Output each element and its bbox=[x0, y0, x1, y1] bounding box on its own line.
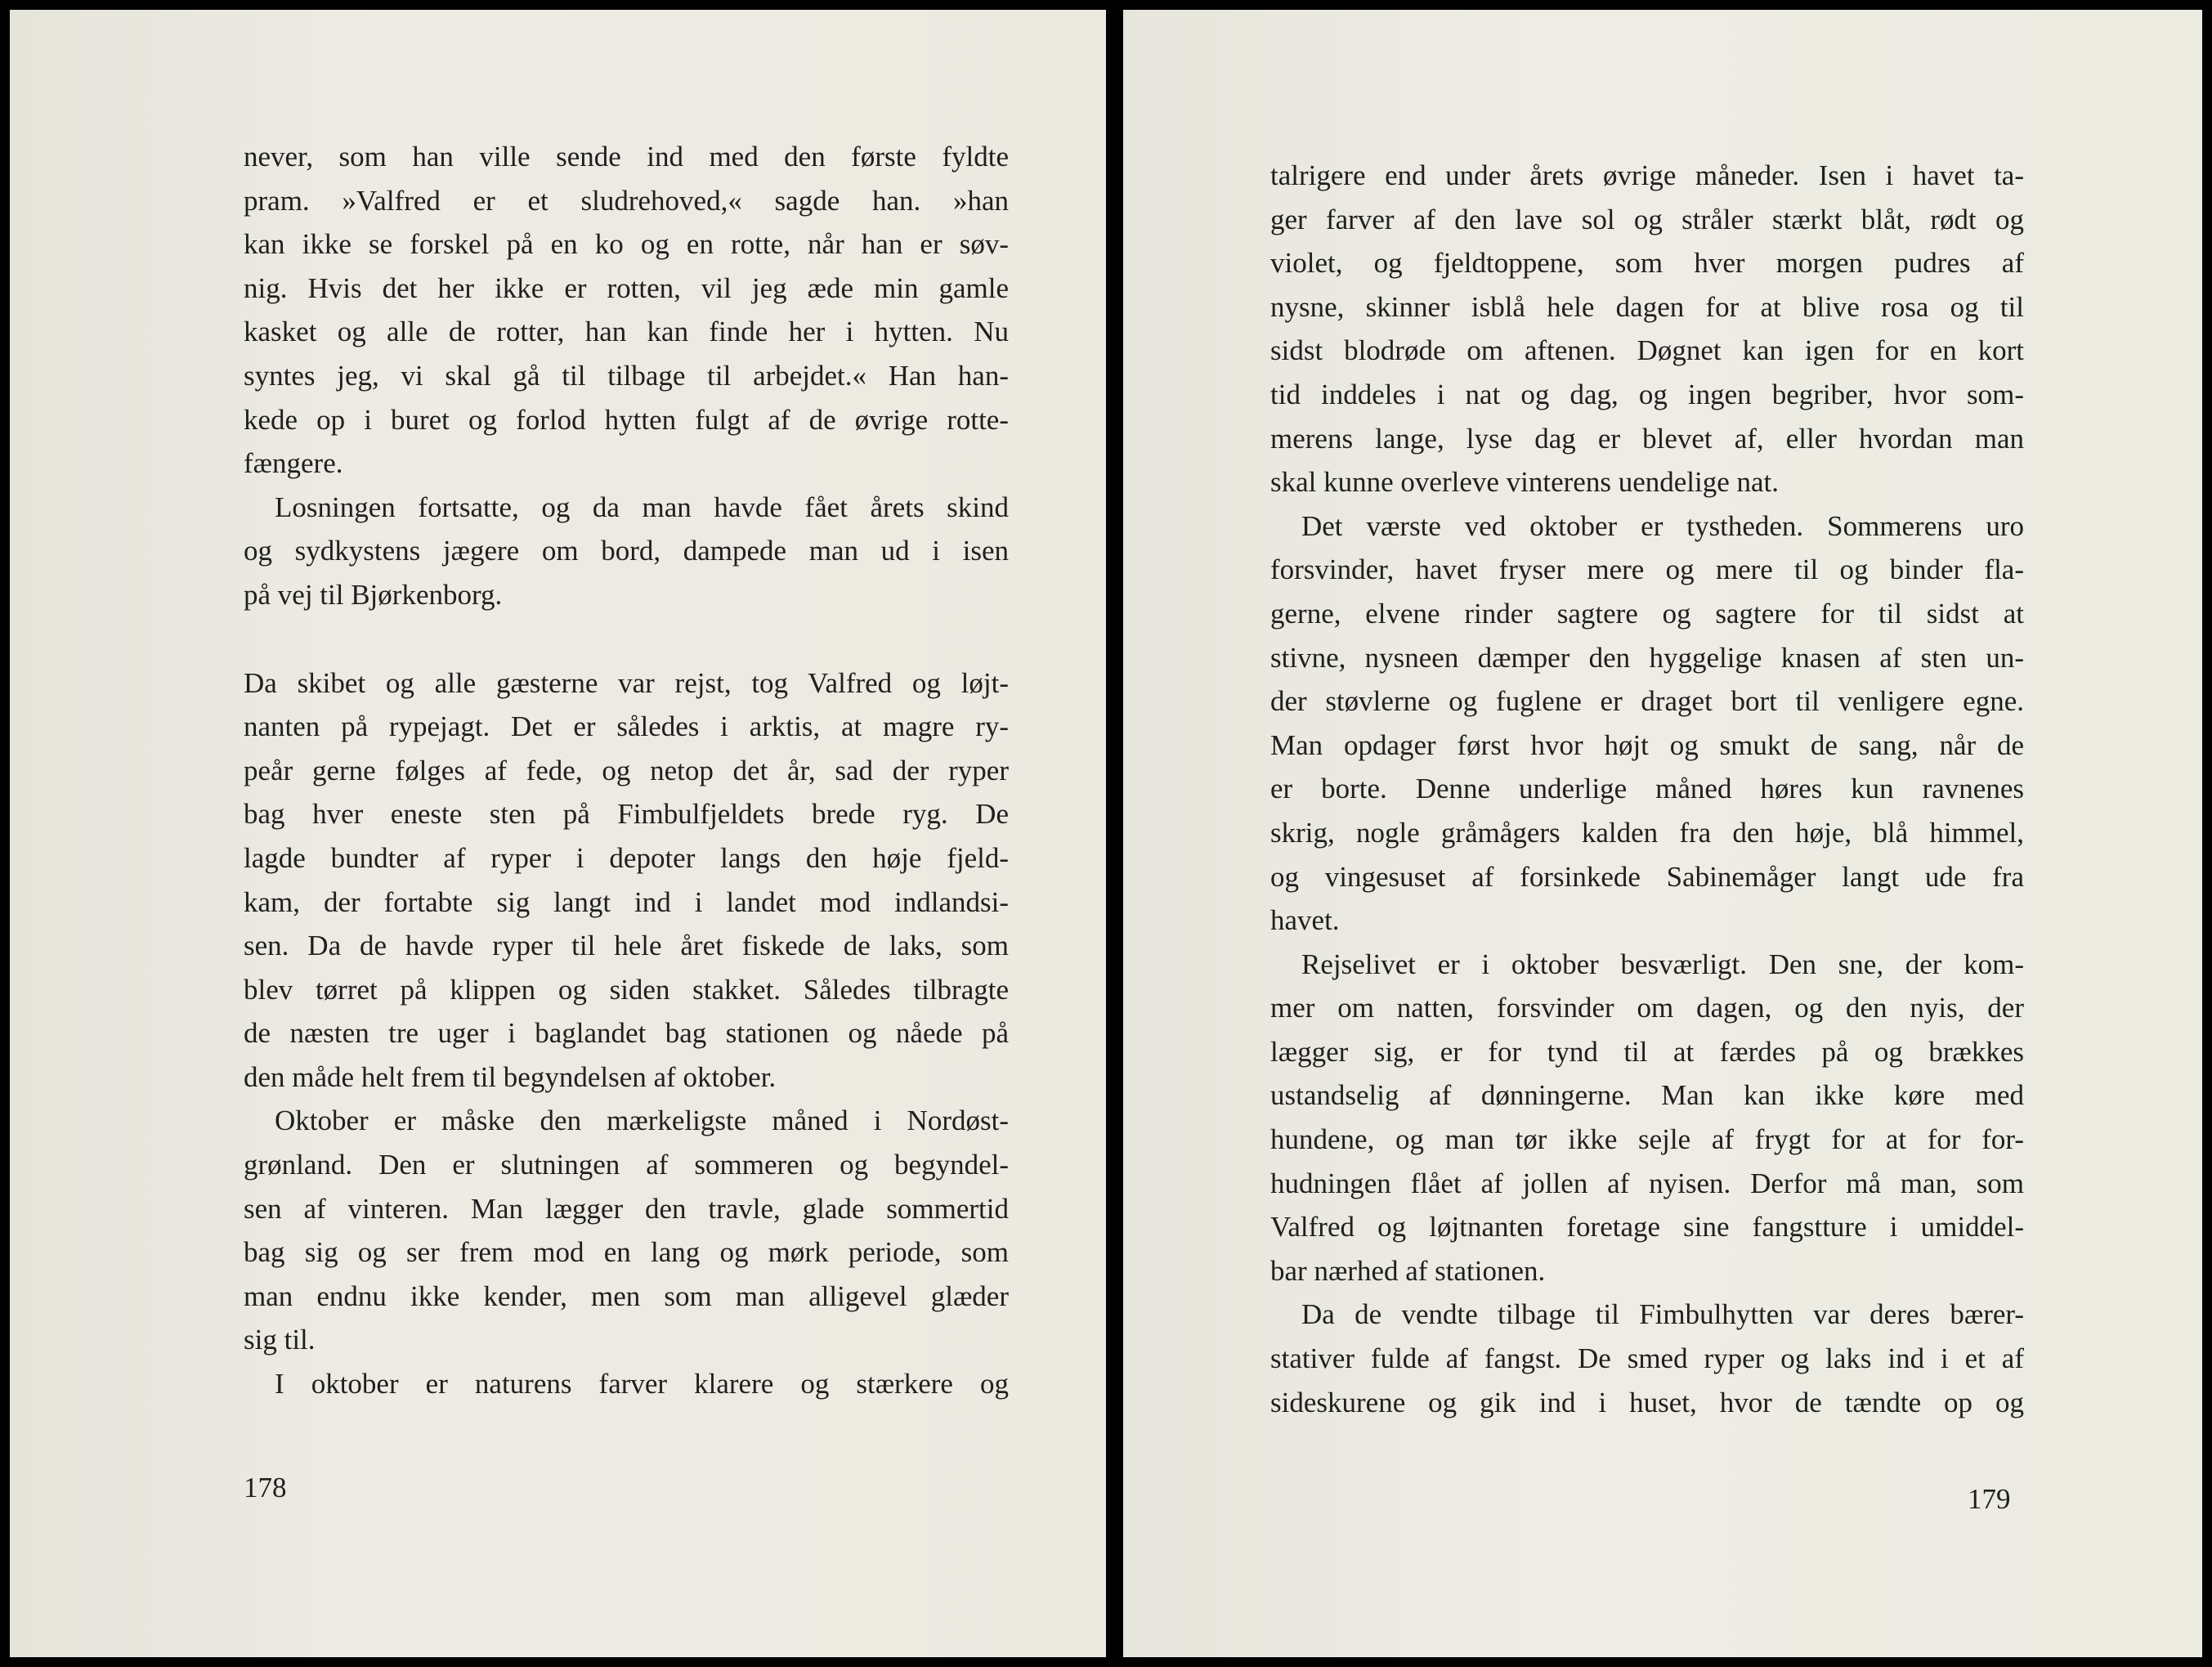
text-line: fængere. bbox=[244, 447, 343, 480]
left-book-page bbox=[10, 10, 1106, 1657]
text-line: Losningen fortsatte, og da man havde fået årets skind bbox=[275, 491, 1009, 523]
text-line: peår gerne følges af fede, og netop det år, sad der ryper bbox=[244, 754, 1009, 786]
text-line: man endnu ikke kender, men som man alligevel glæder bbox=[244, 1279, 1009, 1312]
text-line: Oktober er måske den mærkeligste måned i Nordøst- bbox=[275, 1105, 1009, 1137]
text-line: og sydkystens jægere om bord, dampede man ud i isen bbox=[244, 535, 1009, 567]
text-line: kan ikke se forskel på en ko og en rotte, når han er søv- bbox=[244, 228, 1009, 261]
page-number: 179 bbox=[1968, 1483, 2011, 1515]
text-line: sig til. bbox=[244, 1324, 316, 1356]
text-line: sen af vinteren. Man lægger den travle, glade sommertid bbox=[244, 1192, 1009, 1225]
text-line: sideskurene og gik ind i huset, hvor de tændte op og bbox=[1270, 1386, 2024, 1418]
text-line: Det værste ved oktober er tystheden. Sommerens uro bbox=[1301, 509, 2024, 542]
text-line: kasket og alle de rotter, han kan finde her i hytten. Nu bbox=[244, 316, 1009, 348]
section-break bbox=[244, 617, 1009, 661]
text-line: forsvinder, havet fryser mere og mere til og binder fla- bbox=[1270, 553, 2024, 586]
text-line: syntes jeg, vi skal gå til tilbage til arbejdet.« Han han- bbox=[244, 359, 1009, 392]
text-line: grønland. Den er slutningen af sommeren og begyndel- bbox=[244, 1149, 1009, 1181]
text-line: ustandselig af dønningerne. Man kan ikke køre med bbox=[1270, 1079, 2024, 1112]
text-line: blev tørret på klippen og siden stakket. Således tilbragte bbox=[244, 973, 1009, 1006]
text-line: nanten på rypejagt. Det er således i arktis, at magre ry- bbox=[244, 710, 1009, 743]
text-line: bar nærhed af stationen. bbox=[1270, 1254, 1546, 1287]
text-line: ger farver af den lave sol og stråler stærkt blåt, rødt og bbox=[1270, 203, 2024, 235]
text-line: lægger sig, er for tynd til at færdes på og brækkes bbox=[1270, 1035, 2024, 1068]
right-book-page bbox=[1123, 10, 2202, 1657]
text-line: Valfred og løjtnanten foretage sine fangstture i umiddel- bbox=[1270, 1211, 2024, 1244]
text-line: kam, der fortabte sig langt ind i landet mod indlandsi- bbox=[244, 885, 1009, 918]
left-page-text bbox=[244, 135, 1009, 1406]
text-line: gerne, elvene rinder sagtere og sagtere for til sidst at bbox=[1270, 597, 2024, 630]
text-line: Da de vendte tilbage til Fimbulhytten var deres bærer- bbox=[1301, 1298, 2024, 1331]
text-line: lagde bundter af ryper i depoter langs den høje fjeld- bbox=[244, 841, 1009, 874]
text-line: hundene, og man tør ikke sejle af frygt for at for for- bbox=[1270, 1123, 2024, 1156]
text-line: havet. bbox=[1270, 904, 1340, 937]
text-line: Man opdager først hvor højt og smukt de sang, når de bbox=[1270, 728, 2024, 761]
text-line: pram. »Valfred er et sludrehoved,« sagde han. »han bbox=[244, 184, 1009, 217]
text-line: og vingesuset af forsinkede Sabinemåger langt ude fra bbox=[1270, 860, 2024, 893]
text-line: kede op i buret og forlod hytten fulgt af de øvrige rotte- bbox=[244, 403, 1009, 436]
page-number: 178 bbox=[244, 1472, 287, 1503]
text-line: stativer fulde af fangst. De smed ryper og laks ind i et af bbox=[1270, 1342, 2024, 1375]
text-line: bag hver eneste sten på Fimbulfjeldets brede ryg. De bbox=[244, 798, 1009, 831]
text-line: de næsten tre uger i baglandet bag stationen og nåede på bbox=[244, 1017, 1009, 1050]
text-line: der støvlerne og fuglene er draget bort til venligere egne. bbox=[1270, 685, 2024, 718]
text-line: på vej til Bjørkenborg. bbox=[244, 578, 503, 611]
text-line: talrigere end under årets øvrige måneder. Isen i havet ta- bbox=[1270, 159, 2024, 191]
text-line: stivne, nysneen dæmper den hyggelige knasen af sten un- bbox=[1270, 641, 2024, 674]
text-line: mer om natten, forsvinder om dagen, og den nyis, der bbox=[1270, 992, 2024, 1024]
text-line: never, som han ville sende ind med den første fyldte bbox=[244, 141, 1009, 173]
text-line: sen. Da de havde ryper til hele året fiskede de laks, som bbox=[244, 930, 1009, 962]
text-line: er borte. Denne underlige måned høres kun ravnenes bbox=[1270, 773, 2024, 805]
text-line: violet, og fjeldtoppene, som hver morgen pudres af bbox=[1270, 247, 2024, 280]
text-line: Rejselivet er i oktober besværligt. Den sne, der kom- bbox=[1301, 948, 2024, 980]
text-line: hudningen flået af jollen af nyisen. Derfor må man, som bbox=[1270, 1167, 2024, 1199]
text-line: Da skibet og alle gæsterne var rejst, tog Valfred og løjt- bbox=[244, 666, 1009, 699]
text-line: nig. Hvis det her ikke er rotten, vil jeg æde min gamle bbox=[244, 271, 1009, 304]
text-line: nysne, skinner isblå hele dagen for at blive rosa og til bbox=[1270, 290, 2024, 323]
right-page-text bbox=[1270, 154, 2024, 1424]
text-line: sidst blodrøde om aftenen. Døgnet kan igen for en kort bbox=[1270, 334, 2024, 367]
text-line: merens lange, lyse dag er blevet af, eller hvordan man bbox=[1270, 422, 2024, 455]
text-line: den måde helt frem til begyndelsen af oktober. bbox=[244, 1060, 777, 1093]
text-line: skal kunne overleve vinterens uendelige nat. bbox=[1270, 466, 1780, 499]
text-line: tid inddeles i nat og dag, og ingen begriber, hvor som- bbox=[1270, 378, 2024, 410]
text-line: skrig, nogle gråmågers kalden fra den høje, blå himmel, bbox=[1270, 816, 2024, 849]
text-line: I oktober er naturens farver klarere og stærkere og bbox=[275, 1368, 1009, 1400]
text-line: bag sig og ser frem mod en lang og mørk periode, som bbox=[244, 1236, 1009, 1269]
